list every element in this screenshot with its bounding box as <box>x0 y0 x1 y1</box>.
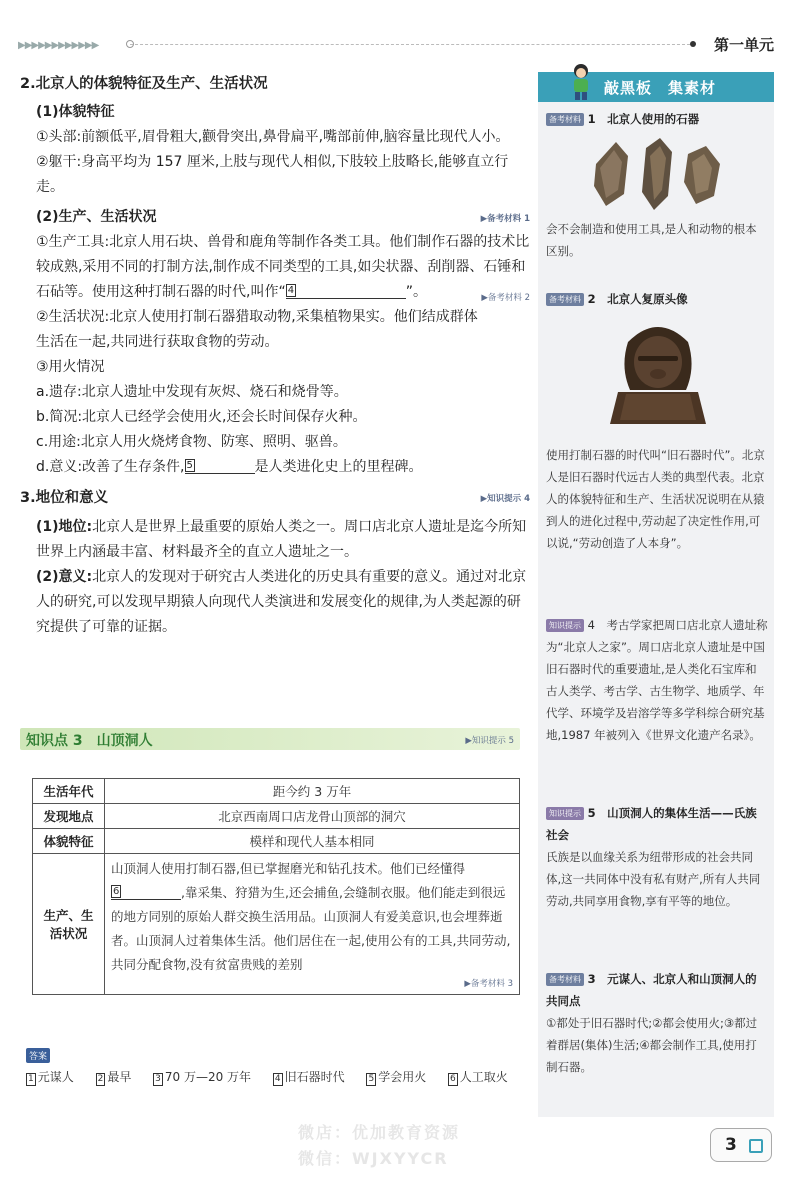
blank-6[interactable] <box>111 884 181 900</box>
blank-4[interactable] <box>286 283 406 299</box>
fire-significance <box>36 455 530 480</box>
table-row <box>33 779 520 804</box>
watermark-line-2: 微信：WJXYYCR <box>298 1149 449 1168</box>
row-value: 模样和现代人基本相同 <box>105 829 520 854</box>
answer-item <box>153 1070 251 1084</box>
answer-item <box>366 1070 426 1084</box>
knowledge-hint-5-title: 5 山顶洞人的集体生活——氏族社会 <box>546 806 757 842</box>
answer-number: 3 <box>155 1074 161 1084</box>
production-tools <box>36 230 530 305</box>
answer-item <box>96 1070 132 1084</box>
fire-use-title: ③用火情况 <box>36 359 105 375</box>
header-arrows-decoration: ▶▶▶▶▶▶▶▶▶▶▶▶ <box>18 40 99 51</box>
answer-item <box>448 1070 508 1084</box>
answer-item <box>26 1070 74 1084</box>
material-1-text: 会不会制造和使用工具,是人和动物的根本区别。 <box>546 222 757 258</box>
section-3-title <box>20 486 530 507</box>
section-2-title: 2.北京人的体貌特征及生产、生活状况 <box>20 76 268 92</box>
tools-text-end: ”。 <box>405 284 427 300</box>
knowledge-hint-4-tag: 知识提示 <box>546 619 584 632</box>
header-divider <box>130 44 690 45</box>
row-label-life: 生产、生活状况 <box>33 854 105 995</box>
sidebar-title: 敲黑板 集素材 <box>604 79 717 97</box>
row-value-life <box>105 854 520 995</box>
sidebar <box>538 72 774 1117</box>
answers-tag: 答案 <box>26 1048 50 1063</box>
row-value: 距今约 3 万年 <box>105 779 520 804</box>
answer-text: 学会用火 <box>378 1070 427 1084</box>
fire-overview: b.简况:北京人已经学会使用火,还会长时间保存火种。 <box>36 409 367 425</box>
fire-purpose: c.用途:北京人用火烧烤食物、防寒、照明、驱兽。 <box>36 434 347 450</box>
answer-number: 6 <box>450 1074 456 1084</box>
material-2-title: 2 北京人复原头像 <box>587 292 688 306</box>
ref-material-1[interactable]: ▶备考材料 1 <box>480 214 530 224</box>
material-1-title: 1 北京人使用的石器 <box>587 112 700 126</box>
answer-number: 1 <box>28 1074 34 1084</box>
living-conditions: ②生活状况:北京人使用打制石器猎取动物,采集植物果实。他们结成群体生活在一起,共同进行获取食物的劳动。 <box>36 309 478 350</box>
answers-section <box>26 1048 526 1087</box>
material-3 <box>546 968 768 1078</box>
head-features: ①头部:前额低平,眉骨粗大,颧骨突出,鼻骨扁平,嘴部前伸,脑容量比现代人小。 <box>36 129 510 145</box>
fire-significance-text: d.意义:改善了生存条件, <box>36 459 185 475</box>
header-unit-dot <box>690 41 696 47</box>
stone-tools-image <box>588 134 728 216</box>
material-1 <box>546 108 768 130</box>
answer-number: 2 <box>97 1074 104 1084</box>
row-label: 生活年代 <box>33 779 105 804</box>
knowledge-hint-5-tag: 知识提示 <box>546 807 584 820</box>
table-row <box>33 854 520 995</box>
knowledge-point-3-title: 知识点 3 山顶洞人 <box>26 733 153 749</box>
page-number-badge <box>710 1128 772 1162</box>
answer-text: 人工取火 <box>459 1070 508 1084</box>
table-row <box>33 829 520 854</box>
material-2 <box>546 288 768 310</box>
ref-hint-4[interactable]: ▶知识提示 4 <box>480 494 530 504</box>
material-1-tag: 备考材料 <box>546 113 584 126</box>
unit-title: 第一单元 <box>713 36 774 54</box>
status-paragraph <box>36 515 530 565</box>
row-label: 发现地点 <box>33 804 105 829</box>
knowledge-hint-5 <box>546 802 768 912</box>
significance-text: 北京人的发现对于研究古人类进化的历史具有重要的意义。通过对北京人的研究,可以发现早期猿人向现代人类演进和发展变化的规律,为人类起源的研究提供了可靠的证据。 <box>36 569 527 635</box>
answer-text: 元谋人 <box>37 1070 74 1084</box>
status-text: 北京人是世界上最重要的原始人类之一。周口店北京人遗址是迄今所知世界上内涵最丰富、材料最齐全的直立人遗址之一。 <box>36 519 527 560</box>
page-number: 3 <box>725 1135 737 1155</box>
student-mascot-icon <box>566 62 596 100</box>
significance-paragraph <box>36 565 530 640</box>
peking-man-bust-image <box>598 312 718 430</box>
sidebar-header <box>538 72 774 102</box>
upper-cave-man-table <box>32 778 520 995</box>
answer-text: 旧石器时代 <box>284 1070 345 1084</box>
significance-label: (2)意义: <box>36 569 93 585</box>
material-2-tag: 备考材料 <box>546 293 584 306</box>
answer-text: 70 万—20 万年 <box>164 1070 252 1084</box>
answer-text: 最早 <box>107 1070 132 1084</box>
row-label: 体貌特征 <box>33 829 105 854</box>
tools-text: ①生产工具:北京人用石块、兽骨和鹿角等制作各类工具。他们制作石器的技术比较成熟,采用不同的打制方法,制作成不同类型的工具,如尖状器、刮削器、石锤和石砧等。使用这种打制石器的时代,叫作“ <box>36 234 530 300</box>
status-label: (1)地位: <box>36 519 93 535</box>
book-icon <box>749 1139 763 1153</box>
blank-5[interactable] <box>185 458 255 474</box>
answer-number: 4 <box>274 1074 281 1084</box>
knowledge-hint-4 <box>546 614 768 746</box>
section-2-2-title <box>36 206 530 226</box>
answer-number: 5 <box>368 1074 375 1084</box>
answers-list <box>26 1067 526 1087</box>
body-features: ②躯干:身高平均为 157 厘米,上肢与现代人相似,下肢较上肢略长,能够直立行走。 <box>36 154 509 195</box>
fire-significance-text-end: 是人类进化史上的里程碑。 <box>254 459 423 475</box>
table-row <box>33 804 520 829</box>
row-value: 北京西南周口店龙骨山顶部的洞穴 <box>105 804 520 829</box>
knowledge-hint-4-text: 4 考古学家把周口店北京人遗址称为“北京人之家”。周口店北京人遗址是中国旧石器时代的重要遗址,是人类化石宝库和古人类学、考古学、古生物学、地质学、年代学、环境学及岩溶学等多学科综合研究基地,1987 年被列入《世界文化遗产名录》。 <box>546 618 768 742</box>
blank-4-number: 4 <box>287 285 295 296</box>
life-text-a: 山顶洞人使用打制石器,但已掌握磨光和钻孔技术。他们已经懂得 <box>111 861 465 876</box>
watermark-line-1: 微店：优加教育资源 <box>298 1123 461 1142</box>
answer-item <box>273 1070 345 1084</box>
material-3-title: 3 元谋人、北京人和山顶洞人的共同点 <box>546 972 757 1008</box>
main-content <box>20 72 530 640</box>
material-2-text: 使用打制石器的时代叫“旧石器时代”。北京人是旧石器时代远古人类的典型代表。北京人的体貌特征和生产、生活状况说明在从猿到人的进化过程中,劳动起了决定性作用,可以说,“劳动创造了人本身”。 <box>546 448 765 550</box>
ref-hint-5[interactable]: ▶知识提示 5 <box>465 736 514 746</box>
fire-remains: a.遗存:北京人遗址中发现有灰烬、烧石和烧骨等。 <box>36 384 348 400</box>
blank-6-number: 6 <box>113 886 120 897</box>
ref-material-2[interactable]: ▶备考材料 2 <box>481 293 530 303</box>
knowledge-hint-5-text: 氏族是以血缘关系为纽带形成的社会共同体,这一共同体中没有私有财产,所有人共同劳动,共同享用食物,享有平等的地位。 <box>546 850 761 908</box>
ref-material-3[interactable]: ▶备考材料 3 <box>464 979 513 989</box>
knowledge-point-3-bar <box>20 728 520 750</box>
section-3-label: 3.地位和意义 <box>20 490 109 506</box>
material-3-text: ①都处于旧石器时代;②都会使用火;③都过着群居(集体)生活;④都会制作工具,使用打制石器。 <box>546 1016 758 1074</box>
section-2-2-label: (2)生产、生活状况 <box>36 209 157 225</box>
blank-5-number: 5 <box>186 460 193 471</box>
life-text-b: ,靠采集、狩猎为生,还会捕鱼,会缝制衣服。他们能走到很远的地方同别的原始人群交换生活用品。山顶洞人有爱美意识,也会埋葬逝者。山顶洞人过着集体生活。他们居住在一起,使用公有的工具,共同劳动,共同分配食物,没有贫富贵贱的差别 <box>111 885 511 972</box>
section-2-1-title: (1)体貌特征 <box>36 104 115 120</box>
material-3-tag: 备考材料 <box>546 973 584 986</box>
